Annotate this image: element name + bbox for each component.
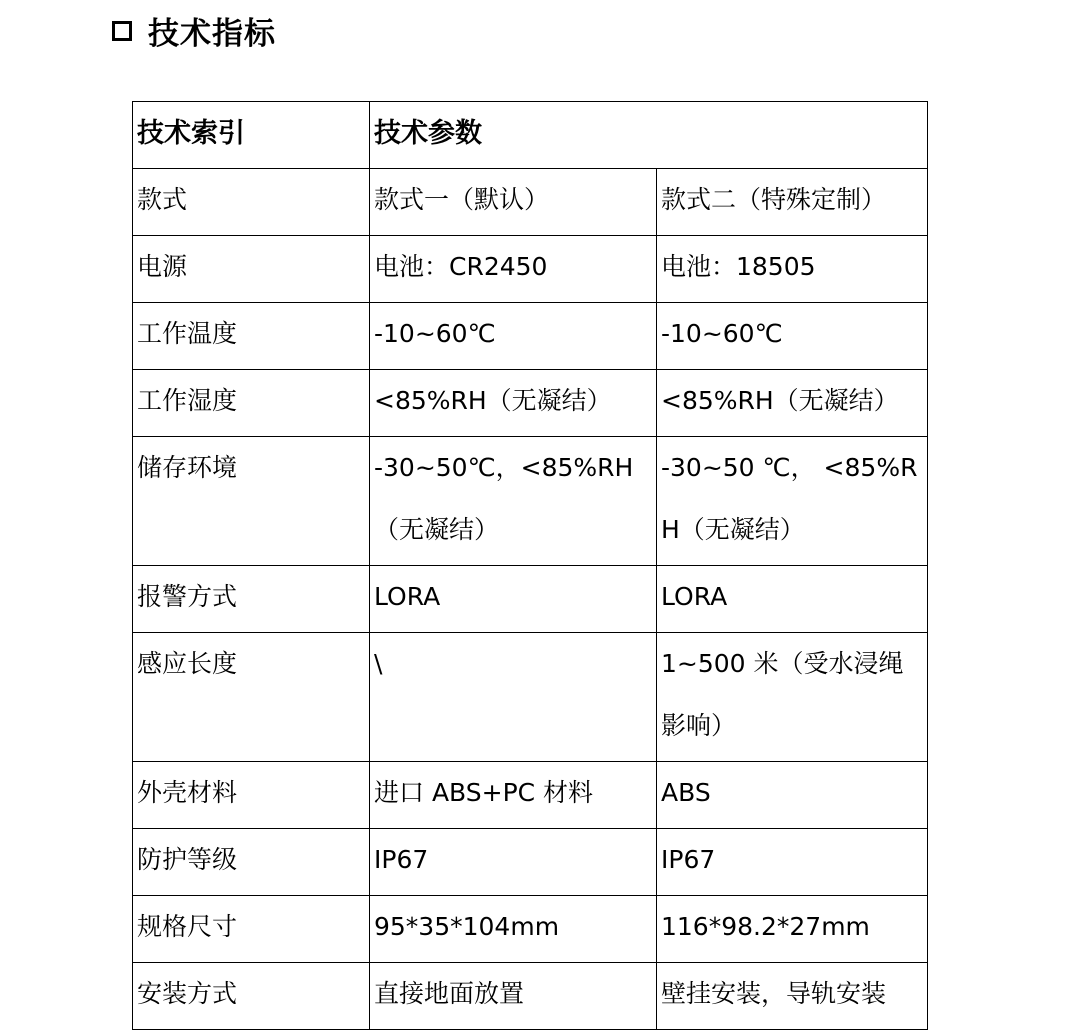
row-label: 防护等级 [133, 829, 370, 896]
row-value-style2: 款式二（特殊定制） [657, 169, 928, 236]
row-value-style2: -10~60℃ [657, 303, 928, 370]
spec-table [132, 101, 928, 1030]
table-row [133, 963, 928, 1030]
table-row [133, 370, 928, 437]
row-value-style2: 壁挂安装，导轨安装 [657, 963, 928, 1030]
row-value-style2: 电池：18505 [657, 236, 928, 303]
row-value-style2: <85%RH（无凝结） [657, 370, 928, 437]
row-value-style1: 直接地面放置 [370, 963, 657, 1030]
row-value-style2: IP67 [657, 829, 928, 896]
row-label: 储存环境 [133, 437, 370, 566]
table-row [133, 762, 928, 829]
row-value-style1: \ [370, 633, 657, 762]
row-label: 款式 [133, 169, 370, 236]
row-value-style2: 116*98.2*27mm [657, 896, 928, 963]
table-row [133, 829, 928, 896]
header-index: 技术索引 [133, 102, 370, 169]
table-row [133, 437, 928, 566]
table-row [133, 633, 928, 762]
table-row [133, 566, 928, 633]
section-title: 技术指标 [148, 15, 276, 52]
table-header-row [133, 102, 928, 169]
table-row [133, 236, 928, 303]
row-value-style1: IP67 [370, 829, 657, 896]
table-row [133, 303, 928, 370]
row-label: 报警方式 [133, 566, 370, 633]
row-value-style1: -10~60℃ [370, 303, 657, 370]
row-value-style2: LORA [657, 566, 928, 633]
row-value-style2: 1~500 米（受水浸绳影响） [657, 633, 928, 762]
row-value-style1: 95*35*104mm [370, 896, 657, 963]
row-value-style1: <85%RH（无凝结） [370, 370, 657, 437]
row-value-style2: ABS [657, 762, 928, 829]
row-label: 感应长度 [133, 633, 370, 762]
row-label: 规格尺寸 [133, 896, 370, 963]
table-row [133, 896, 928, 963]
row-label: 外壳材料 [133, 762, 370, 829]
row-value-style1: LORA [370, 566, 657, 633]
checkbox-bullet-icon [112, 21, 132, 41]
row-value-style1: 进口 ABS+PC 材料 [370, 762, 657, 829]
table-row [133, 169, 928, 236]
header-params: 技术参数 [370, 102, 928, 169]
row-label: 安装方式 [133, 963, 370, 1030]
section-heading [112, 10, 276, 50]
row-value-style1: -30~50℃，<85%RH（无凝结） [370, 437, 657, 566]
row-label: 工作温度 [133, 303, 370, 370]
row-value-style1: 款式一（默认） [370, 169, 657, 236]
row-value-style2: -30~50 ℃， <85%RH（无凝结） [657, 437, 928, 566]
row-label: 工作湿度 [133, 370, 370, 437]
row-value-style1: 电池：CR2450 [370, 236, 657, 303]
row-label: 电源 [133, 236, 370, 303]
